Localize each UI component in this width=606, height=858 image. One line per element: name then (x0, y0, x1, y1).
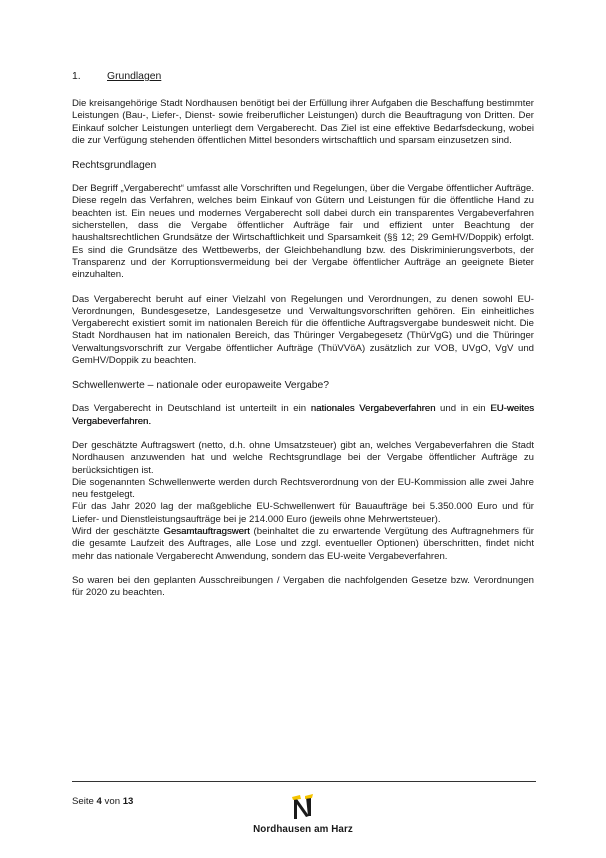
rechtsgrundlagen-paragraph-2: Das Vergaberecht beruht auf einer Vielzahl von Regelungen und Verordnungen, zu denen sowohl EU-Verordnungen, Bundesgesetze, Landesgesetze und Verwaltungsvorschriften gehören. Ein einheitliches Vergaberecht existiert somit im nationalen Bereich für die öffentliche Auftragsvergabe bundesweit nicht. Die Stadt Nordhausen hat im nationalen Bereich, das Thüringer Vergabegesetz (ThürVgG) und die Thüringer Verwaltungsvorschrift zur Vergabe öffentlicher Aufträge (ThüVVöA) zusätzlich zur VOB, UVgO, VgV und GemHV/Doppik zu beachten. (72, 293, 534, 367)
rechtsgrundlagen-paragraph-1: Der Begriff „Vergaberecht“ umfasst alle Vorschriften und Regelungen, über die Vergabe öffentlicher Aufträge. Diese regeln das Verfahren, welches beim Einkauf von Gütern und Leistungen für die öffentliche Hand zu beachten ist. Ein neues und modernes Vergaberecht soll dabei durch ein transparentes Vergabeverfahren sicherstellen, dass die Vergabe öffentlicher Aufträge fair und effizient unter Beachtung der haushaltsrechtlichen Grundsätze der Wirtschaftlichkeit und Sparsamkeit (§§ 12; 29 GemHV/Doppik) erfolgt. Es sind die Grundsätze des Wettbewerbs, der Gleichbehandlung bzw. des Diskriminierungsverbots, der Transparenz und der Korruptionsvermeidung bei der Vergabe öffentlicher Aufträge an geeignete Bieter einzuhalten. (72, 183, 534, 281)
schwellenwerte-paragraph-4: Für das Jahr 2020 lag der maßgebliche EU-Schwellenwert für Bauaufträge bei 5.350.000 Euro und für Liefer- und Dienstleistungsaufträge bei je 214.000 Euro (jeweils ohne Mehrwertsteuer). (72, 501, 534, 525)
page-mid: von (101, 796, 123, 807)
section-heading (72, 70, 534, 83)
nordhausen-logo-icon (291, 794, 315, 820)
schwellenwerte-paragraph-6: So waren bei den geplanten Ausschreibungen / Vergaben die nachfolgenden Gesetze bzw. Verordnungen für 2020 zu beachten. (72, 574, 534, 599)
section-number: 1. (72, 71, 81, 82)
schwellenwerte-paragraph-3: Die sogenannten Schwellenwerte werden durch Rechtsverordnung von der EU-Kommission alle zwei Jahre neu festgelegt. (72, 476, 534, 501)
footer-divider (72, 781, 536, 782)
page-prefix: Seite (72, 796, 97, 807)
schwellenwerte-heading: Schwellenwerte – nationale oder europaweite Vergabe? (72, 380, 330, 392)
text-run: (beinhaltet die zu erwartende Vergütung des Auftragnehmers für die gesamte Laufzeit des Auftrages, alle Lose und zzgl. eventueller Optionen) überschritten, findet nicht mehr das nationale Vergaberecht Anwendung, sondern das EU-weite Vergabeverfahren. (72, 526, 534, 562)
page-total: 13 (122, 796, 134, 807)
rechtsgrundlagen-heading: Rechtsgrundlagen (72, 160, 157, 172)
bold-text-gesamtauftragswert: Gesamtauftragswert (163, 526, 250, 538)
bold-text-national: nationales Vergabeverfahren (310, 403, 436, 415)
page-current: 4 (96, 796, 102, 807)
bold-text-eu: EU-weites Vergabeverfahren. (72, 403, 534, 427)
logo-text: Nordhausen am Harz (253, 824, 353, 835)
page-number (72, 796, 133, 808)
text-run: Wird der geschätzte (72, 526, 164, 538)
intro-paragraph: Die kreisangehörige Stadt Nordhausen benötigt bei der Erfüllung ihrer Aufgaben die Beschaffung bestimmter Leistungen (Bau-, Liefer-, Dienst- sowie freiberuflicher Leistungen) durch die Beauftragung von Dritten. Der Einkauf solcher Leistungen unterliegt dem Vergaberecht. Das Ziel ist eine effektive Bedarfsdeckung, wobei die zur Verfügung stehenden öffentlichen Mittel besonders wirtschaftlich und sparsam einzusetzen sind. (72, 98, 534, 146)
schwellenwerte-paragraph-2: Der geschätzte Auftragswert (netto, d.h. ohne Umsatzsteuer) gibt an, welches Vergabeverfahren die Stadt Nordhausen anzuwenden hat und welche Rechtsgrundlage bei der Vergabe öffentlicher Aufträge zu berücksichtigen ist. (72, 439, 534, 476)
text-run: Das Vergaberecht in Deutschland ist unterteilt in ein (72, 403, 311, 415)
section-title: Grundlagen (107, 71, 162, 82)
text-run: und in ein (435, 403, 491, 415)
page-content (72, 70, 534, 600)
schwellenwerte-paragraph-5 (72, 526, 534, 563)
schwellenwerte-paragraph-1 (72, 403, 534, 428)
